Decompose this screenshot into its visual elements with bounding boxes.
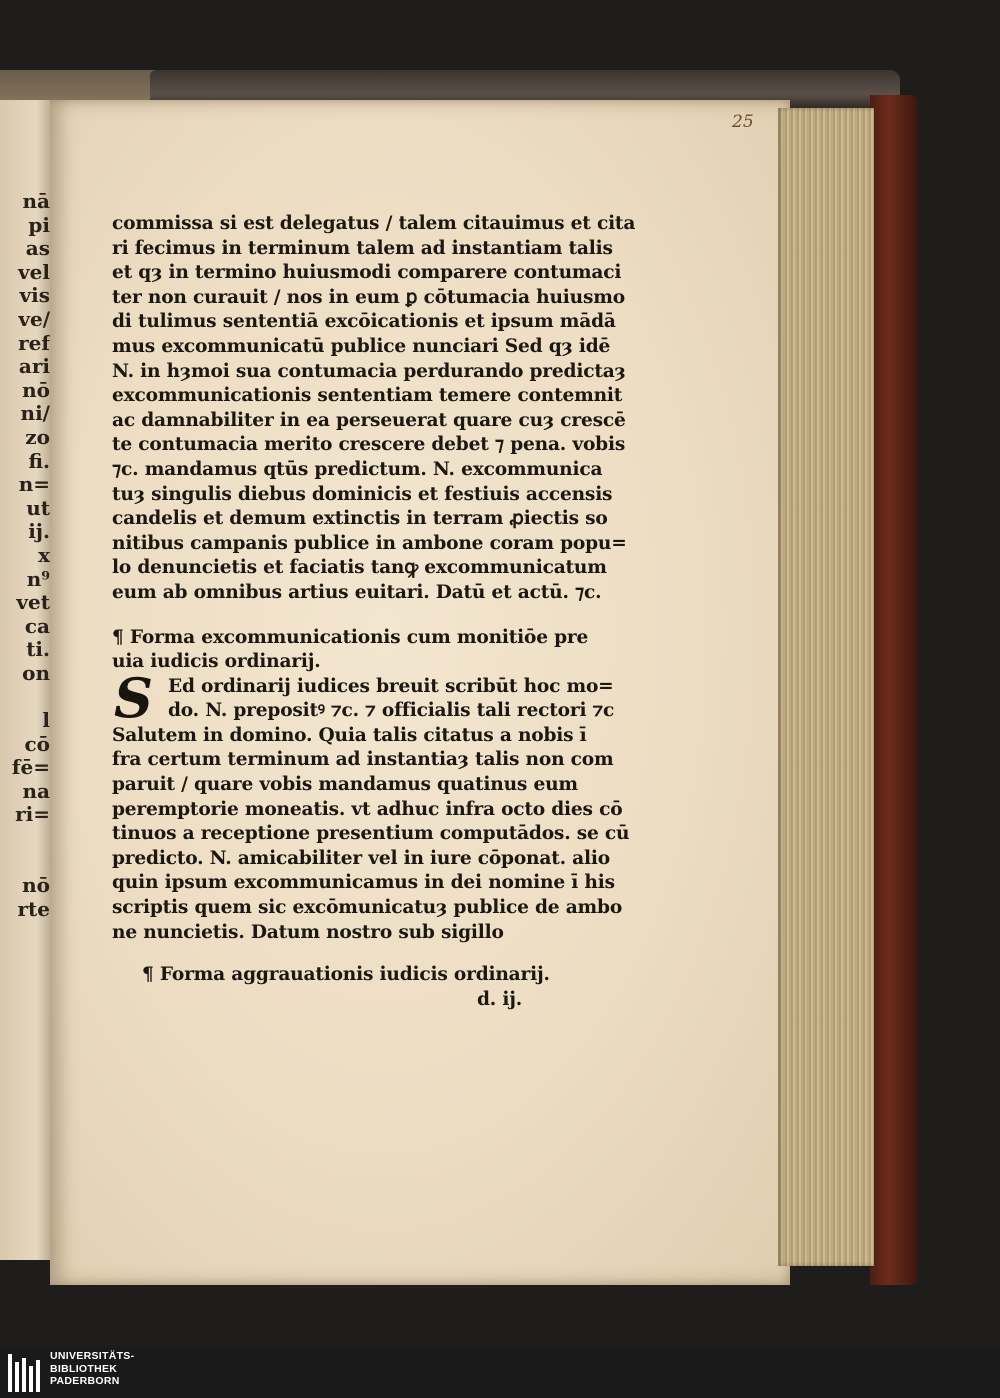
text-line: tinuos a receptione presentium computādos. se cū — [112, 823, 630, 845]
text-line: di tulimus sententiā excōicationis et ipsum mādā — [112, 311, 616, 333]
text-line: candelis et demum extinctis in terram ꝓiectis so — [112, 508, 608, 530]
catchword-signature: d. ij. — [477, 988, 523, 1010]
left-fragment-line: nō — [22, 873, 50, 898]
text-line: ac damnabiliter in ea perseuerat quare cuȝ crescē — [112, 409, 626, 431]
text-line: paruit / quare vobis mandamus quatinus eum — [112, 774, 578, 796]
text-line: eum ab omnibus artius euitari. Datū et actū. ⁊c. — [112, 581, 602, 603]
folio-number: 25 — [732, 112, 754, 132]
left-fragment-line: ari — [18, 354, 50, 379]
text-line: excommunicationis sententiam temere contemnit — [112, 385, 623, 407]
left-fragment-line — [0, 685, 50, 709]
left-fragment-line: vel — [18, 259, 50, 284]
logo-line-3: PADERBORN — [50, 1375, 120, 1387]
left-fragment-line: x — [38, 542, 50, 567]
footer-bar — [0, 1348, 1000, 1398]
binding-cover-right — [870, 95, 918, 1285]
left-fragment-line: n⁹ — [26, 566, 50, 591]
text-line: uia iudicis ordinarij. — [112, 651, 321, 673]
text-line: ri fecimus in terminum talem ad instantiam talis — [112, 237, 613, 259]
library-logo-text — [50, 1350, 134, 1388]
text-line: ⁊c. mandamus qtūs predictum. N. excommunica — [112, 458, 603, 480]
left-fragment-line: ni/ — [20, 401, 50, 426]
text-line: ¶ Forma excommunicationis cum monitiōe pre — [112, 626, 589, 648]
left-fragment-line: as — [25, 236, 50, 261]
left-fragment-line — [0, 851, 50, 875]
logo-line-1: UNIVERSITÄTS- — [50, 1350, 135, 1362]
text-line: commissa si est delegatus / talem citauimus et cita — [112, 213, 636, 234]
text-block — [112, 212, 636, 1012]
text-line: quin ipsum excommunicamus in dei nomine ī his — [112, 872, 615, 894]
left-fragment-line: vis — [19, 283, 50, 308]
initial-letter: S — [114, 665, 153, 730]
left-fragment-line: on — [22, 660, 50, 685]
heading-excommunication — [112, 626, 632, 675]
text-line: ne nuncietis. Datum nostro sub sigillo — [112, 921, 504, 943]
text-line: Salutem in domino. Quia talis citatus a nobis ī — [112, 724, 587, 746]
logo-line-2: BIBLIOTHEK — [50, 1362, 118, 1375]
left-fragment-line: n= — [18, 472, 50, 497]
paragraph-2 — [112, 665, 632, 730]
left-fragment-line: zo — [25, 424, 50, 449]
left-fragment-line: fē= — [11, 755, 50, 780]
left-page-text — [0, 190, 50, 921]
left-fragment-line: na — [22, 778, 50, 803]
paragraph-1 — [112, 212, 636, 606]
text-line: do. N. prepositꝰ ⁊c. ⁊ officialis tali rectori ⁊c — [168, 700, 615, 722]
left-fragment-line: nā — [22, 189, 50, 213]
heading-aggravation: ¶ Forma aggrauationis iudicis ordinarij. — [142, 964, 550, 986]
left-fragment-line: cō — [24, 731, 50, 756]
text-line: te contumacia merito crescere debet ⁊ pena. vobis — [112, 434, 626, 456]
left-fragment-line: l — [42, 708, 50, 733]
left-fragment-line: ti. — [26, 637, 50, 662]
text-line: nitibus campanis publice in ambone coram popu= — [112, 532, 627, 554]
library-logo-icon — [8, 1354, 44, 1392]
left-fragment-line: pi — [28, 212, 50, 237]
text-line: fra certum terminum ad instantiaȝ talis non com — [112, 749, 614, 771]
text-line: ter non curauit / nos in eum ꝑ cōtumacia huiusmo — [112, 286, 625, 308]
paragraph-2-body — [112, 724, 632, 945]
left-fragment-line: ij. — [28, 519, 50, 544]
left-fragment-line: rte — [17, 896, 50, 921]
text-line: Ed ordinarij iudices breuit scribūt hoc mo= — [168, 675, 614, 697]
left-fragment-line: vet — [16, 590, 50, 615]
text-line: lo denuncietis et faciatis tanꝙ excommunicatum — [112, 557, 607, 579]
text-line: et qȝ in termino huiusmodi comparere contumaci — [112, 262, 622, 284]
text-line: N. in hȝmoi sua contumacia perdurando predictaȝ — [112, 360, 626, 382]
text-line: predicto. N. amicabiliter vel in iure cōponat. alio — [112, 847, 610, 869]
left-fragment-line: ut — [26, 495, 50, 520]
left-fragment-line — [0, 827, 50, 851]
page-edges — [778, 108, 874, 1266]
left-fragment-line: ref — [18, 330, 50, 355]
text-line: tuȝ singulis diebus dominicis et festiuis accensis — [112, 483, 613, 505]
text-line: mus excommunicatū publice nunciari Sed qȝ idē — [112, 335, 611, 357]
left-fragment-line: ca — [24, 613, 50, 638]
left-fragment-line: ri= — [15, 802, 50, 827]
text-line: scriptis quem sic excōmunicatuȝ publice de ambo — [112, 897, 623, 919]
text-line: peremptorie moneatis. vt adhuc infra octo dies cō — [112, 798, 623, 820]
left-fragment-line: fi. — [28, 448, 50, 473]
left-fragment-line: ve/ — [18, 306, 50, 331]
left-fragment-line: nō — [22, 377, 50, 402]
